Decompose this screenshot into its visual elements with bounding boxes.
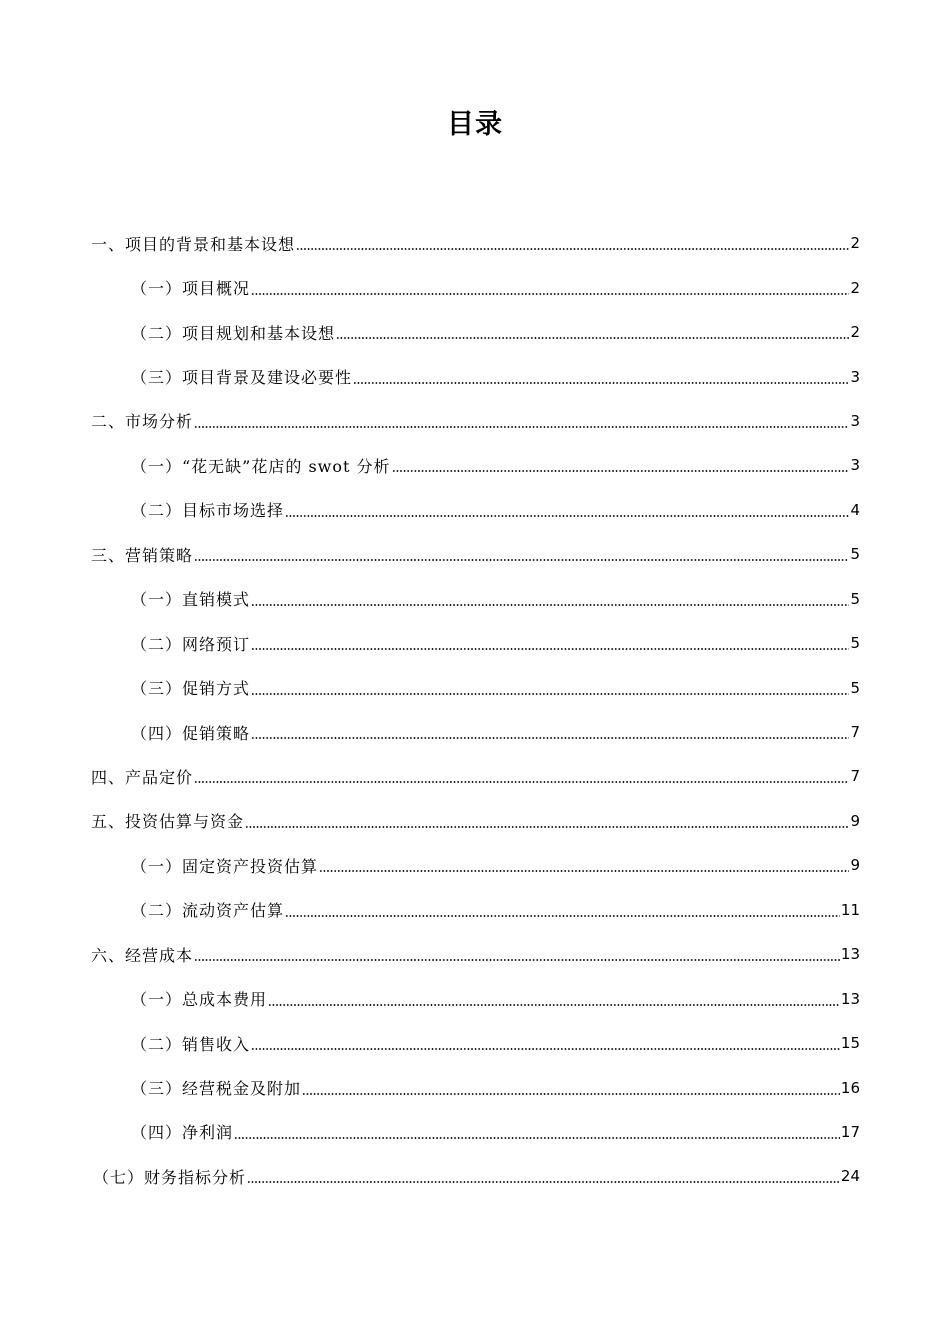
toc-entry-page: 16 <box>840 1078 860 1097</box>
toc-entry-label: （三）促销方式 <box>131 679 251 699</box>
toc-entry-label: （四）促销策略 <box>131 723 251 743</box>
toc-entry-label: （二）目标市场选择 <box>131 501 285 521</box>
dot-leader <box>251 693 849 695</box>
toc-entry-label: 四、产品定价 <box>91 767 194 787</box>
toc-entry[interactable] <box>0 488 950 532</box>
toc-entry-label: （一）固定资产投资估算 <box>131 856 319 876</box>
toc-entry-page: 9 <box>850 856 860 875</box>
toc-entry-page: 5 <box>850 634 860 653</box>
toc-entry[interactable] <box>0 1065 950 1109</box>
toc-entry-label: （三）经营税金及附加 <box>131 1079 302 1099</box>
toc-entry[interactable] <box>0 265 950 309</box>
toc-entry-page: 7 <box>850 723 860 742</box>
dot-leader <box>268 1004 840 1006</box>
toc-entry-label: （一）“花无缺”花店的 swot 分析 <box>131 456 391 476</box>
toc-entry[interactable] <box>0 665 950 709</box>
toc-entry-page: 3 <box>850 367 860 386</box>
toc-entry-label: （七）财务指标分析 <box>93 1167 247 1187</box>
toc-entry-page: 13 <box>840 945 860 964</box>
dot-leader <box>245 826 849 828</box>
toc-entry-page: 5 <box>850 678 860 697</box>
toc-entry[interactable] <box>0 577 950 621</box>
toc-entry[interactable] <box>0 932 950 976</box>
toc-entry-label: （二）销售收入 <box>131 1034 251 1054</box>
dot-leader <box>251 1048 840 1050</box>
toc-entry[interactable] <box>0 843 950 887</box>
toc-entry[interactable] <box>0 710 950 754</box>
toc-entry-label: 五、投资估算与资金 <box>91 812 245 832</box>
toc-entry-page: 15 <box>840 1034 860 1053</box>
toc-entry-label: （四）净利润 <box>131 1123 234 1143</box>
toc-entry[interactable] <box>0 354 950 398</box>
toc-entry-page: 2 <box>850 278 860 297</box>
dot-leader <box>194 959 840 961</box>
toc-entry[interactable] <box>0 310 950 354</box>
dot-leader <box>251 737 849 739</box>
toc-entry-page: 13 <box>840 989 860 1008</box>
toc-entry[interactable] <box>0 532 950 576</box>
toc-entry-label: （二）网络预订 <box>131 634 251 654</box>
toc-entry[interactable] <box>0 1110 950 1154</box>
toc-entry-page: 2 <box>850 323 860 342</box>
toc-entry[interactable] <box>0 443 950 487</box>
dot-leader <box>234 1137 840 1139</box>
toc-list <box>0 221 950 1199</box>
toc-entry-label: （一）总成本费用 <box>131 990 268 1010</box>
toc-entry-label: （一）直销模式 <box>131 590 251 610</box>
dot-leader <box>251 604 849 606</box>
toc-entry-page: 17 <box>840 1122 860 1141</box>
dot-leader <box>296 248 849 250</box>
toc-entry[interactable] <box>0 799 950 843</box>
toc-entry[interactable] <box>0 976 950 1020</box>
dot-leader <box>194 781 849 783</box>
toc-entry-page: 5 <box>850 589 860 608</box>
dot-leader <box>353 382 849 384</box>
toc-entry[interactable] <box>0 621 950 665</box>
toc-entry[interactable] <box>0 1154 950 1198</box>
toc-title: 目录 <box>447 109 503 140</box>
dot-leader <box>194 559 849 561</box>
toc-entry-label: 二、市场分析 <box>91 412 194 432</box>
toc-entry-page: 5 <box>850 545 860 564</box>
toc-entry[interactable] <box>0 221 950 265</box>
dot-leader <box>319 870 849 872</box>
toc-entry-page: 3 <box>850 411 860 430</box>
dot-leader <box>247 1181 840 1183</box>
toc-entry-label: （一）项目概况 <box>131 279 251 299</box>
toc-entry-label: （二）项目规划和基本设想 <box>131 323 336 343</box>
dot-leader <box>302 1093 840 1095</box>
toc-entry-page: 11 <box>840 900 860 919</box>
toc-entry-page: 2 <box>850 234 860 253</box>
dot-leader <box>285 515 849 517</box>
toc-entry-page: 7 <box>850 767 860 786</box>
dot-leader <box>285 915 840 917</box>
toc-entry-page: 24 <box>840 1167 860 1186</box>
toc-entry-page: 3 <box>850 456 860 475</box>
toc-entry[interactable] <box>0 399 950 443</box>
dot-leader <box>336 337 849 339</box>
toc-entry-page: 4 <box>850 500 860 519</box>
dot-leader <box>194 426 849 428</box>
dot-leader <box>251 293 849 295</box>
toc-entry-label: （二）流动资产估算 <box>131 901 285 921</box>
toc-entry-label: 一、项目的背景和基本设想 <box>91 234 296 254</box>
dot-leader <box>392 470 850 472</box>
dot-leader <box>251 648 849 650</box>
toc-entry-label: 六、经营成本 <box>91 945 194 965</box>
toc-entry-label: （三）项目背景及建设必要性 <box>131 368 353 388</box>
toc-entry-label: 三、营销策略 <box>91 545 194 565</box>
toc-entry[interactable] <box>0 888 950 932</box>
toc-entry[interactable] <box>0 754 950 798</box>
toc-entry-page: 9 <box>850 811 860 830</box>
toc-entry[interactable] <box>0 1021 950 1065</box>
